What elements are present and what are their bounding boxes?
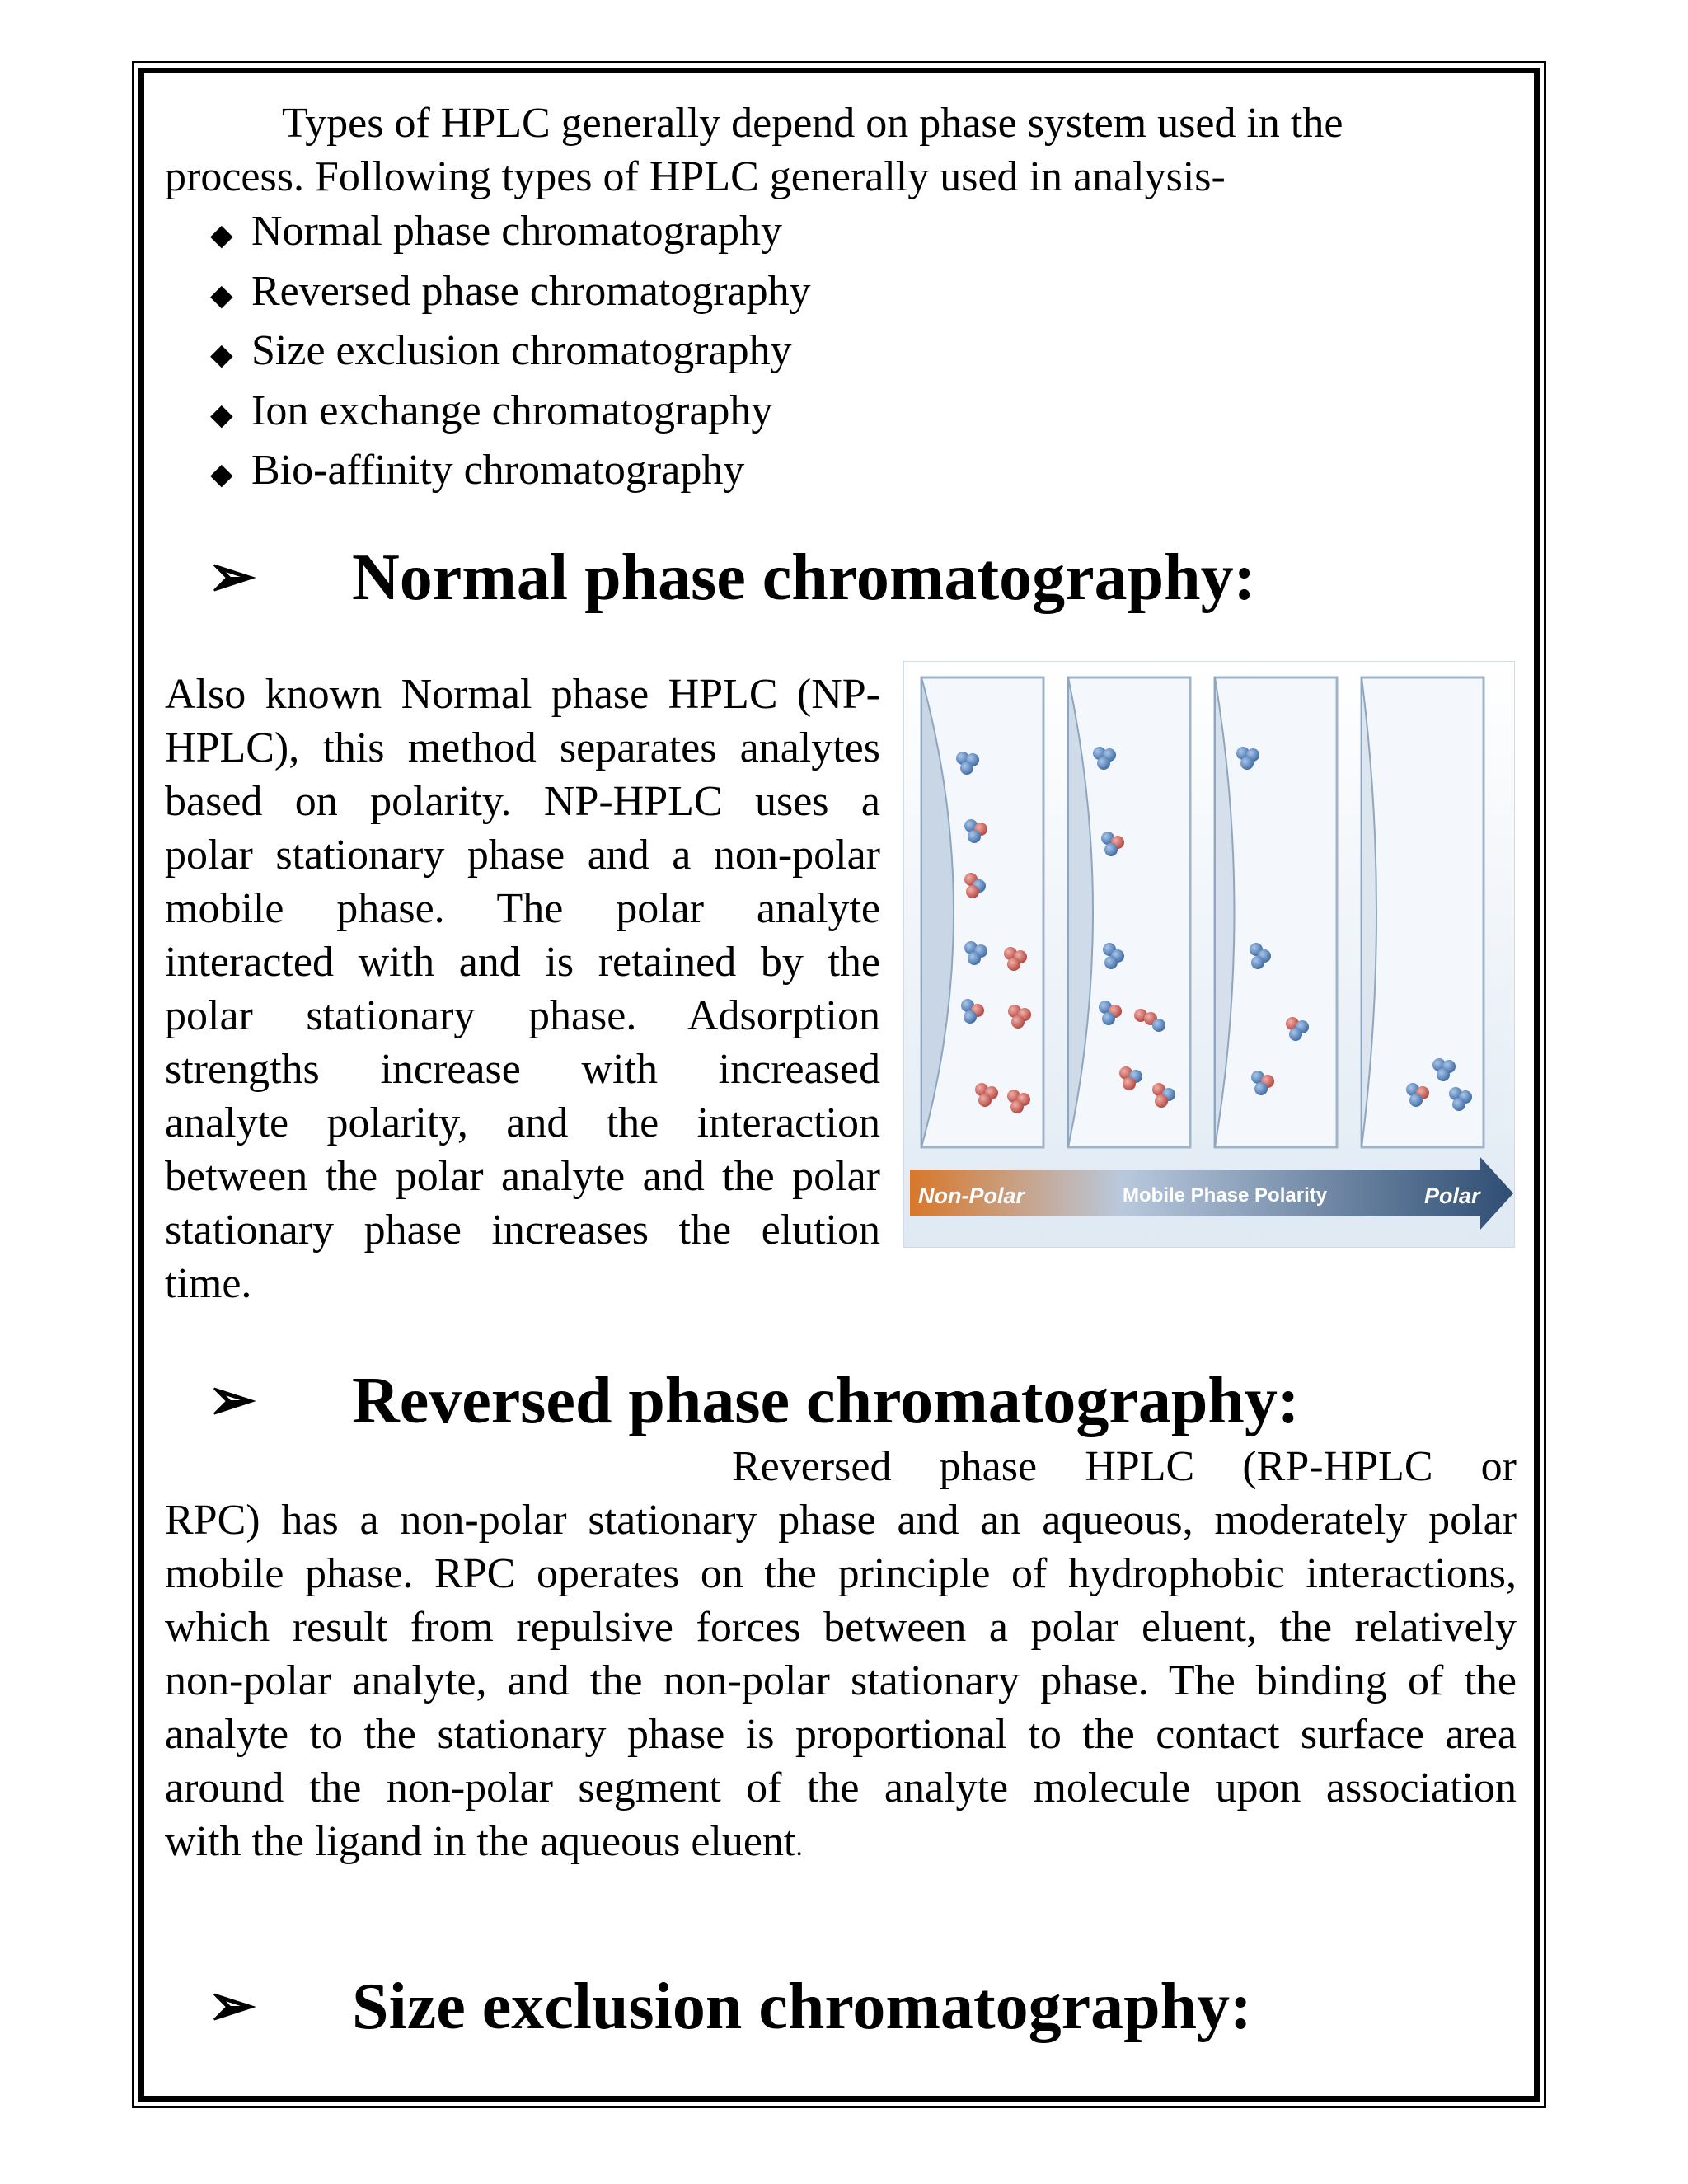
list-item (210, 443, 811, 503)
right-label: Polar (1424, 1183, 1480, 1208)
heading-normal-phase (208, 541, 1255, 615)
paragraph-line: stationary phase increases the elution (165, 1207, 880, 1254)
list-item-label: Normal phase chromatography (251, 208, 783, 255)
trailing-dot: . (795, 1831, 803, 1862)
list-item-label: Ion exchange chromatography (251, 387, 773, 434)
paragraph-line: HPLC), this method separates analytes (165, 724, 880, 771)
center-label: Mobile Phase Polarity (1123, 1184, 1328, 1207)
intro-line-2: process. Following types of HPLC generally used in analysis- (165, 153, 1226, 200)
arrowhead-icon: ➢ (208, 546, 256, 609)
paragraph-line: polar stationary phase and a non-polar (165, 832, 880, 879)
reversed-phase-paragraph (165, 1440, 1517, 1868)
heading-text: Normal phase chromatography: (352, 541, 1256, 614)
hplc-types-list (210, 204, 811, 503)
diamond-icon: ◆ (210, 457, 233, 490)
paragraph-line: based on polarity. NP-HPLC uses a (165, 778, 880, 825)
heading-reversed-phase (208, 1364, 1300, 1438)
diamond-icon: ◆ (210, 218, 233, 251)
arrowhead-icon: ➢ (208, 1369, 256, 1432)
column-1 (921, 677, 1043, 1147)
paragraph-line: mobile phase. The polar analyte (165, 885, 880, 932)
paragraph-line: Also known Normal phase HPLC (NP- (165, 671, 880, 718)
intro-paragraph (165, 96, 1517, 204)
paragraph-line (165, 1815, 1517, 1868)
list-item (210, 264, 811, 324)
arrowhead-icon: ➢ (208, 1975, 256, 2038)
list-item (210, 323, 811, 383)
diamond-icon: ◆ (210, 397, 233, 431)
heading-text: Reversed phase chromatography: (352, 1365, 1300, 1437)
paragraph-line: polar stationary phase. Adsorption (165, 992, 880, 1039)
list-item (210, 204, 811, 264)
paragraph-line: around the non-polar segment of the analyte molecule upon association (165, 1765, 1517, 1811)
list-item-label: Bio-affinity chromatography (251, 447, 745, 494)
left-label: Non-Polar (918, 1183, 1025, 1208)
heading-text: Size exclusion chromatography: (352, 1971, 1252, 2043)
paragraph-line: between the polar analyte and the polar (165, 1153, 880, 1200)
heading-size-exclusion (208, 1970, 1252, 2044)
paragraph-line: RPC) has a non-polar stationary phase and an aqueous, moderately polar (165, 1497, 1517, 1544)
paragraph-line: analyte to the stationary phase is proportional to the contact surface area (165, 1711, 1517, 1758)
paragraph-line: mobile phase. RPC operates on the principle of hydrophobic interactions, (165, 1550, 1517, 1597)
paragraph-line: analyte polarity, and the interaction (165, 1099, 880, 1146)
list-item-label: Size exclusion chromatography (251, 327, 792, 374)
paragraph-line: time. (165, 1260, 252, 1307)
list-item (210, 383, 811, 443)
paragraph-line-text: with the ligand in the aqueous eluent (165, 1818, 796, 1865)
normal-phase-figure (903, 661, 1515, 1248)
paragraph-line: strengths increase with increased (165, 1046, 880, 1093)
diamond-icon: ◆ (210, 278, 233, 312)
paragraph-line: Reversed phase HPLC (RP-HPLC or (732, 1443, 1517, 1490)
paragraph-line: interacted with and is retained by the (165, 939, 880, 986)
paragraph-line: which result from repulsive forces between a polar eluent, the relatively (165, 1604, 1517, 1651)
normal-phase-paragraph (165, 668, 880, 1310)
column-4 (1362, 677, 1484, 1147)
column-3 (1215, 677, 1337, 1147)
intro-line-1: Types of HPLC generally depend on phase system used in the (282, 100, 1343, 147)
list-item-label: Reversed phase chromatography (251, 267, 811, 315)
diamond-icon: ◆ (210, 338, 233, 371)
paragraph-line: non-polar analyte, and the non-polar stationary phase. The binding of the (165, 1657, 1517, 1704)
